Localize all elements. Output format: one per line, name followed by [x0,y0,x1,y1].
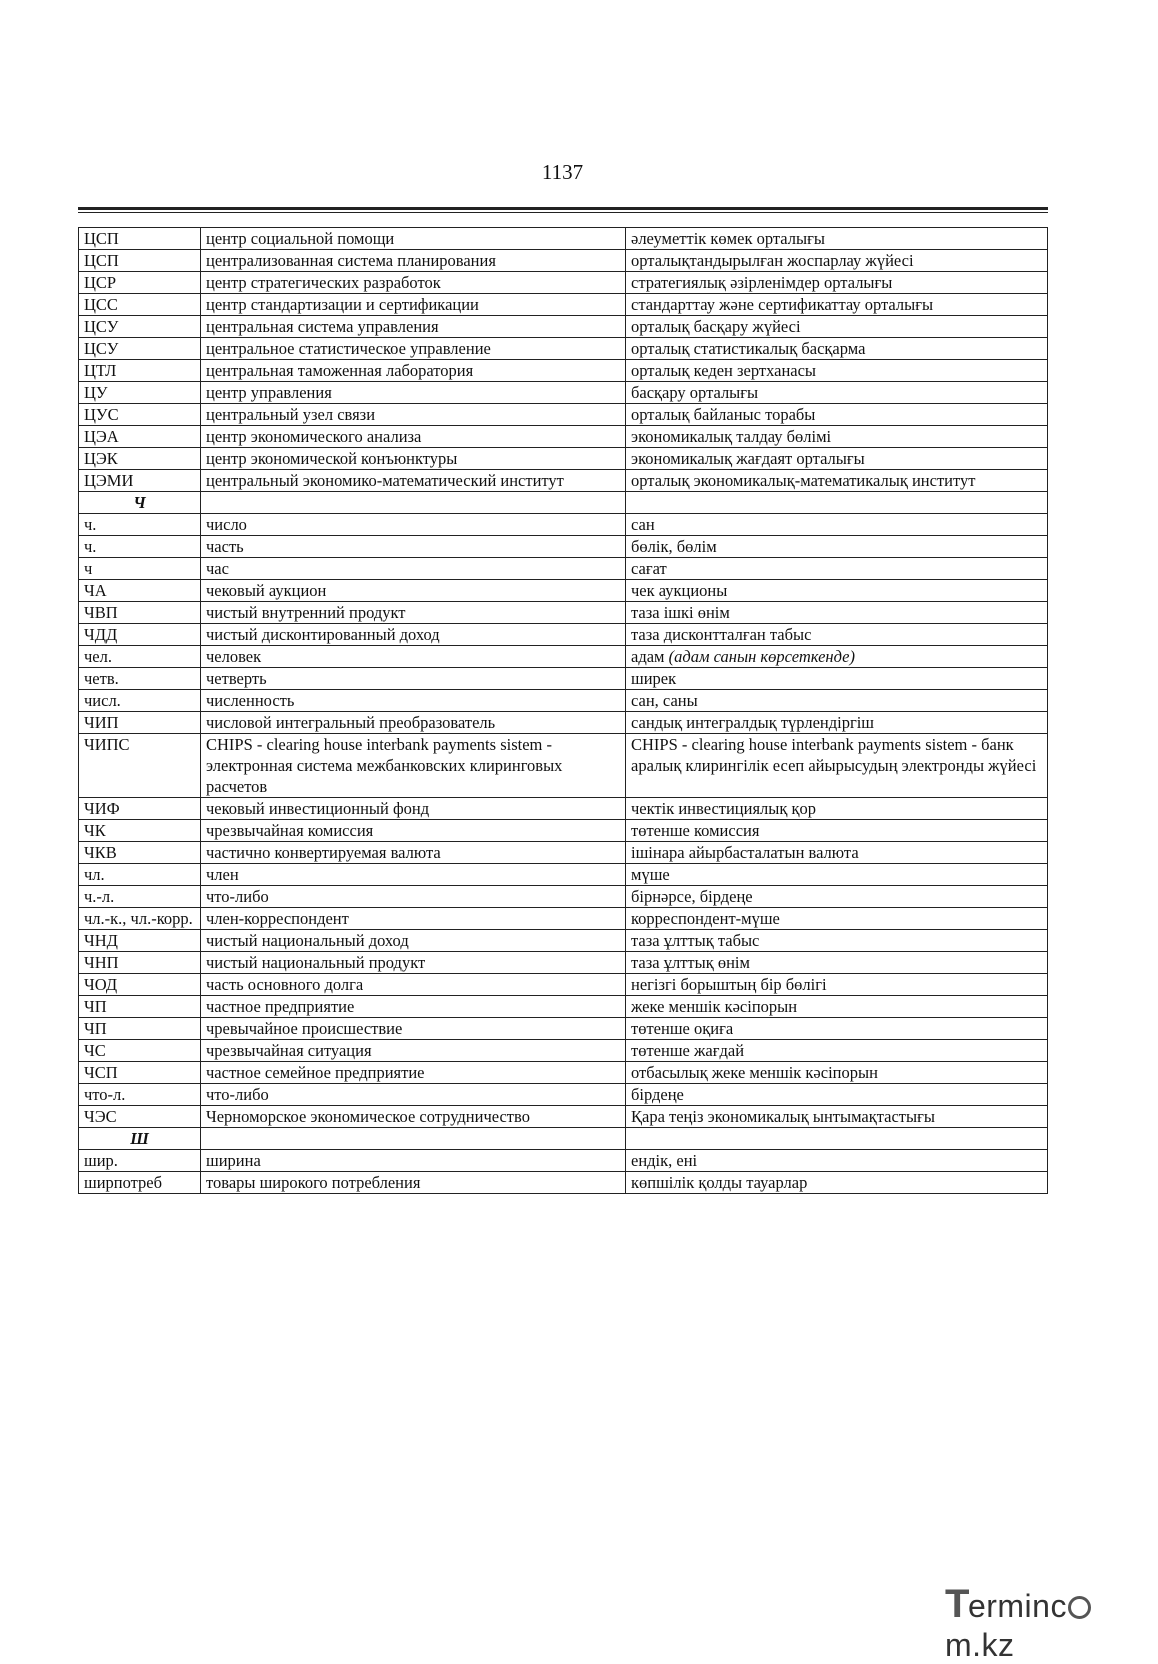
kazakh-term: экономикалық талдау бөлімі [631,427,832,446]
russian-term-cell: ширина [201,1150,626,1172]
table-row [79,974,1048,996]
kazakh-term-cell [626,864,1048,886]
russian-term-cell: четверть [201,668,626,690]
abbreviation-cell: ЦСР [79,272,201,294]
russian-term-cell: человек [201,646,626,668]
abbreviation-cell: ч. [79,514,201,536]
kazakh-term-cell [626,690,1048,712]
russian-term-cell: центр управления [201,382,626,404]
kazakh-term: жеке меншік кәсіпорын [631,997,798,1016]
kazakh-term: ендік, ені [631,1151,698,1170]
kazakh-term-cell [626,272,1048,294]
kazakh-term-cell [626,426,1048,448]
kazakh-term-cell [626,1106,1048,1128]
abbreviation-cell: ЧП [79,996,201,1018]
kazakh-term: негізгі борыштың бір бөлігі [631,975,827,994]
kazakh-term-cell [626,886,1048,908]
abbreviation-cell: ЧП [79,1018,201,1040]
kazakh-term-cell [626,842,1048,864]
kazakh-term: таза ұлттық табыс [631,931,760,950]
table-row [79,1084,1048,1106]
abbreviation-cell: ЧВП [79,602,201,624]
table-row [79,1106,1048,1128]
abbreviation-cell: ч.-л. [79,886,201,908]
abbreviation-cell: ЧНП [79,952,201,974]
logo-text-part1: ermin [967,1588,1051,1624]
kazakh-term-cell [626,1128,1048,1150]
kazakh-term-cell [626,404,1048,426]
kazakh-term: көпшілік қолды тауарлар [631,1173,808,1192]
table-row [79,908,1048,930]
kazakh-term: бірдеңе [631,1085,684,1104]
table-row [79,886,1048,908]
table-row [79,272,1048,294]
table-row [79,1062,1048,1084]
kazakh-term-cell [626,580,1048,602]
kazakh-term-cell [626,930,1048,952]
abbreviation-cell: чл.-к., чл.-корр. [79,908,201,930]
russian-term-cell: чистый национальный продукт [201,952,626,974]
russian-term-cell: центр экономической конъюнктуры [201,448,626,470]
abbreviation-cell: ЧИФ [79,798,201,820]
abbreviation-cell: ЧС [79,1040,201,1062]
section-letter-row [79,1128,1048,1150]
table-row [79,952,1048,974]
abbreviation-cell: чл. [79,864,201,886]
watermark-logo [945,1582,1158,1664]
russian-term-cell: численность [201,690,626,712]
russian-term-cell: часть [201,536,626,558]
kazakh-term: төтенше комиссия [631,821,760,840]
table-row [79,624,1048,646]
table-row [79,316,1048,338]
table-row [79,514,1048,536]
russian-term-cell [201,1128,626,1150]
abbreviation-cell: числ. [79,690,201,712]
kazakh-term-cell [626,908,1048,930]
table-row [79,338,1048,360]
kazakh-term-cell [626,974,1048,996]
russian-term-cell: что-либо [201,1084,626,1106]
kazakh-term-cell [626,558,1048,580]
kazakh-term-cell [626,536,1048,558]
russian-term-cell: CHIPS - clearing house interbank payments sistem - электронная система межбанковских клиринговых расчетов [201,734,626,798]
kazakh-term: мүше [631,865,670,884]
table-row [79,470,1048,492]
kazakh-term: чектік инвестициялық қор [631,799,817,818]
logo-text-part2: c [1050,1588,1067,1624]
kazakh-term: орталық кеден зертханасы [631,361,817,380]
abbreviation-cell: ЦЭА [79,426,201,448]
russian-term-cell: чековый инвестиционный фонд [201,798,626,820]
abbreviation-cell: ЧСП [79,1062,201,1084]
kazakh-term: корреспондент-мүше [631,909,780,928]
abbreviation-cell: ЦСП [79,250,201,272]
russian-term-cell [201,492,626,514]
abbreviation-cell: ЧИП [79,712,201,734]
russian-term-cell: часть основного долга [201,974,626,996]
abbreviation-cell: ЧОД [79,974,201,996]
page-number: 1137 [541,160,584,184]
section-letter: Ч [79,492,201,514]
abbreviation-cell: что-л. [79,1084,201,1106]
russian-term-cell: центр стратегических разработок [201,272,626,294]
russian-term-cell: центр экономического анализа [201,426,626,448]
kazakh-term-cell [626,712,1048,734]
kazakh-term-cell [626,996,1048,1018]
kazakh-term: орталық байланыс торабы [631,405,816,424]
kazakh-term: чек аукционы [631,581,728,600]
abbreviation-cell: ЧКВ [79,842,201,864]
russian-term-cell: что-либо [201,886,626,908]
kazakh-term: отбасылық жеке меншік кәсіпорын [631,1063,878,1082]
kazakh-term: экономикалық жағдаят орталығы [631,449,865,468]
kazakh-term: адам [631,647,665,666]
russian-term-cell: центральное статистическое управление [201,338,626,360]
kazakh-term-cell [626,734,1048,798]
kazakh-term: стратегиялық әзірленімдер орталығы [631,273,893,292]
logo-text-part3: m.kz [945,1627,1015,1663]
kazakh-term-cell [626,820,1048,842]
kazakh-term-cell [626,646,1048,668]
kazakh-term: сандық интегралдық түрлендіргіш [631,713,875,732]
kazakh-term: бөлік, бөлім [631,537,717,556]
table-row [79,1018,1048,1040]
russian-term-cell: чековый аукцион [201,580,626,602]
abbreviation-cell: ЧК [79,820,201,842]
header-rule [78,207,1048,210]
kazakh-term: таза ішкі өнім [631,603,730,622]
table-row [79,294,1048,316]
kazakh-term-cell [626,668,1048,690]
abbreviation-cell: ЧДД [79,624,201,646]
table-row [79,646,1048,668]
kazakh-term-cell [626,1040,1048,1062]
abbreviation-cell: ЦСС [79,294,201,316]
kazakh-term: орталық басқару жүйесі [631,317,801,336]
russian-term-cell: частично конвертируемая валюта [201,842,626,864]
table-row [79,668,1048,690]
russian-term-cell: частное семейное предприятие [201,1062,626,1084]
table-row [79,820,1048,842]
russian-term-cell: частное предприятие [201,996,626,1018]
kazakh-term-cell [626,250,1048,272]
kazakh-term: таза дисконтталған табыс [631,625,812,644]
russian-term-cell: центральная таможенная лаборатория [201,360,626,382]
abbreviation-cell: ЧЭС [79,1106,201,1128]
table-row [79,1150,1048,1172]
kazakh-term: орталық экономикалық-математикалық институт [631,471,976,490]
russian-term-cell: центр стандартизации и сертификации [201,294,626,316]
table-row [79,842,1048,864]
russian-term-cell: Черноморское экономическое сотрудничество [201,1106,626,1128]
kazakh-term-cell [626,1150,1048,1172]
russian-term-cell: чрезвычайная ситуация [201,1040,626,1062]
kazakh-term-cell [626,602,1048,624]
kazakh-term-cell [626,1084,1048,1106]
glossary-table [78,227,1048,1194]
russian-term-cell: централизованная система планирования [201,250,626,272]
abbreviation-cell: ЧА [79,580,201,602]
kazakh-term-cell [626,624,1048,646]
russian-term-cell: числовой интегральный преобразователь [201,712,626,734]
abbreviation-cell: ЦУ [79,382,201,404]
russian-term-cell: член [201,864,626,886]
kazakh-term-cell [626,448,1048,470]
table-row [79,602,1048,624]
russian-term-cell: чистый национальный доход [201,930,626,952]
table-row [79,426,1048,448]
kazakh-term: бірнәрсе, бірдеңе [631,887,753,906]
russian-term-cell: чистый внутренний продукт [201,602,626,624]
table-row [79,734,1048,798]
russian-term-cell: час [201,558,626,580]
abbreviation-cell: ЦЭМИ [79,470,201,492]
kazakh-term-cell [626,470,1048,492]
kazakh-term: ішінара айырбасталатын валюта [631,843,859,862]
abbreviation-cell: ЦЭК [79,448,201,470]
abbreviation-cell: четв. [79,668,201,690]
kazakh-term-cell [626,228,1048,250]
abbreviation-cell: ЦТЛ [79,360,201,382]
kazakh-term-cell [626,360,1048,382]
table-row [79,404,1048,426]
abbreviation-cell: шир. [79,1150,201,1172]
abbreviation-cell: ЦСП [79,228,201,250]
table-row [79,360,1048,382]
russian-term-cell: товары широкого потребления [201,1172,626,1194]
abbreviation-cell: ЦУС [79,404,201,426]
kazakh-term-cell [626,294,1048,316]
abbreviation-cell: ширпотреб [79,1172,201,1194]
section-letter-row [79,492,1048,514]
table-row [79,712,1048,734]
russian-term-cell: чистый дисконтированный доход [201,624,626,646]
kazakh-term: сан, саны [631,691,698,710]
kazakh-term-cell [626,492,1048,514]
kazakh-term: басқару орталығы [631,383,759,402]
russian-term-cell: число [201,514,626,536]
table-row [79,558,1048,580]
kazakh-term-cell [626,798,1048,820]
kazakh-term: орталық статистикалық басқарма [631,339,866,358]
table-row [79,1172,1048,1194]
kazakh-term-cell [626,1172,1048,1194]
kazakh-term: Қара теңіз экономикалық ынтымақтастығы [631,1107,935,1126]
table-row [79,1040,1048,1062]
logo-lead-letter: T [945,1582,970,1626]
kazakh-term: ширек [631,669,677,688]
kazakh-term: таза ұлттық өнім [631,953,750,972]
table-row [79,580,1048,602]
table-row [79,250,1048,272]
table-row [79,536,1048,558]
abbreviation-cell: ЧИПС [79,734,201,798]
abbreviation-cell: ЦСУ [79,316,201,338]
kazakh-term-cell [626,1018,1048,1040]
abbreviation-cell: ч [79,558,201,580]
kazakh-term-cell [626,952,1048,974]
header-rule-thin [78,212,1048,213]
table-row [79,382,1048,404]
kazakh-term-cell [626,514,1048,536]
kazakh-term-cell [626,316,1048,338]
abbreviation-cell: ЧНД [79,930,201,952]
kazakh-term: әлеуметтік көмек орталығы [631,229,825,248]
kazakh-term: төтенше оқиға [631,1019,734,1038]
kazakh-term-cell [626,382,1048,404]
table-row [79,798,1048,820]
table-row [79,996,1048,1018]
kazakh-term: сан [631,515,655,534]
kazakh-term-cell [626,338,1048,360]
kazakh-term: стандарттау және сертификаттау орталығы [631,295,934,314]
kazakh-term-cell [626,1062,1048,1084]
russian-term-cell: член-корреспондент [201,908,626,930]
abbreviation-cell: чел. [79,646,201,668]
russian-term-cell: центральный экономико-математический институт [201,470,626,492]
russian-term-cell: центральный узел связи [201,404,626,426]
table-row [79,864,1048,886]
kazakh-term: CHIPS - clearing house interbank payments sistem - банк аралық клирингілік есеп айырысудың электронды жүйесі [631,735,1037,775]
russian-term-cell: чревычайное происшествие [201,1018,626,1040]
table-row [79,930,1048,952]
section-letter: Ш [79,1128,201,1150]
abbreviation-cell: ЦСУ [79,338,201,360]
russian-term-cell: центр социальной помощи [201,228,626,250]
russian-term-cell: центральная система управления [201,316,626,338]
table-row [79,448,1048,470]
kazakh-term: орталықтандырылған жоспарлау жүйесі [631,251,914,270]
russian-term-cell: чрезвычайная комиссия [201,820,626,842]
kazakh-term: сағат [631,559,667,578]
abbreviation-cell: ч. [79,536,201,558]
table-row [79,690,1048,712]
kazakh-term: төтенше жағдай [631,1041,745,1060]
logo-ring-icon [1068,1596,1091,1619]
table-row [79,228,1048,250]
kazakh-term-note: (адам санын көрсеткенде) [668,647,855,666]
